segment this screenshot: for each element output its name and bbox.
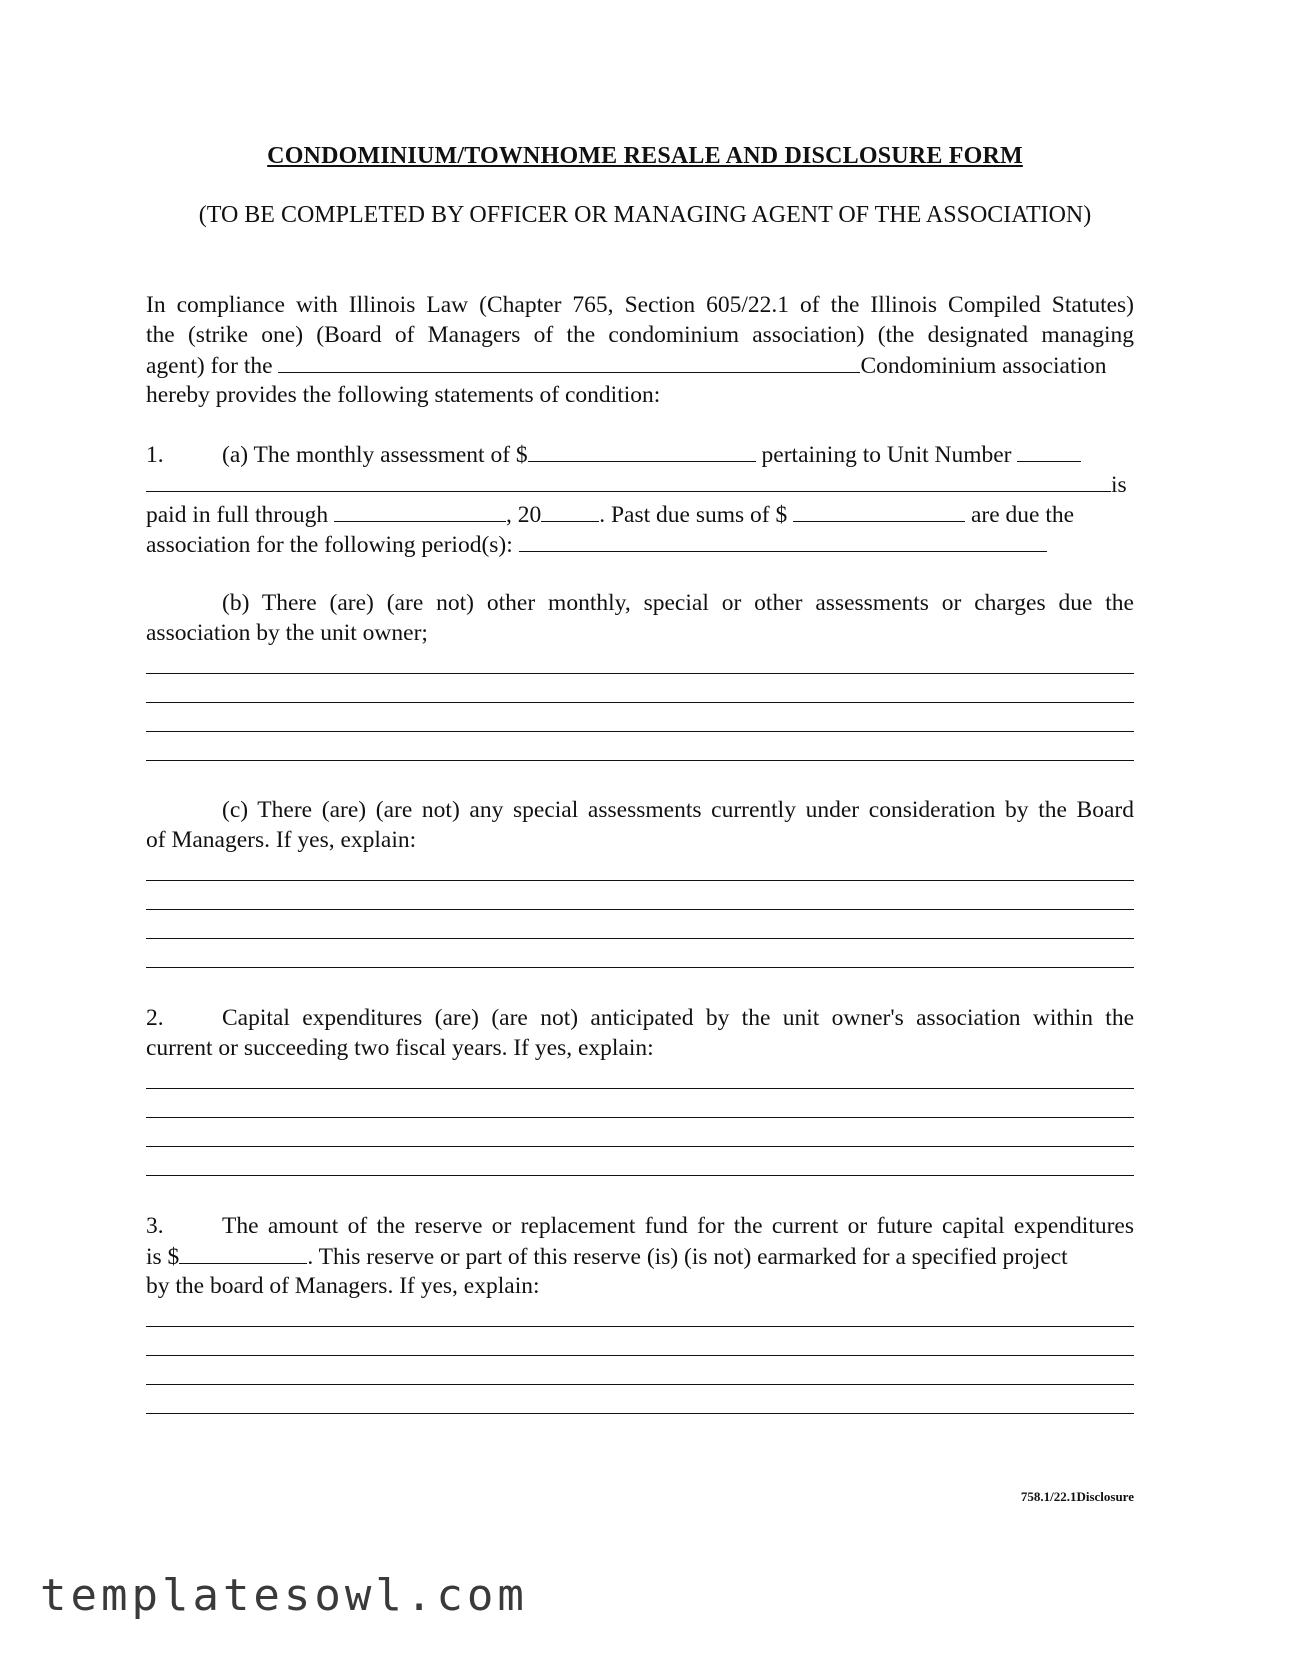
item2-answer-line[interactable] xyxy=(146,1117,1134,1118)
item1a-is: is xyxy=(1111,472,1127,498)
item1a-due-label: are due the xyxy=(970,502,1075,528)
item1a-text-2: pertaining to Unit Number xyxy=(761,442,1012,468)
item3-number: 3. xyxy=(146,1213,164,1239)
monthly-assessment-field[interactable] xyxy=(528,439,756,462)
item1b-answer-line[interactable] xyxy=(146,702,1134,703)
item1c-answer-line[interactable] xyxy=(146,880,1134,881)
item2-text: Capital expenditures (are) (are not) anticipated by the unit owner's association within the xyxy=(222,1005,1134,1031)
association-name-field[interactable] xyxy=(278,350,860,373)
item1b-text: (b) There (are) (are not) other monthly, special or other assessments or charges due the xyxy=(222,590,1134,616)
item3-line-1 xyxy=(146,1211,1134,1241)
intro-line-4: hereby provides the following statements of condition: xyxy=(146,382,661,408)
item1a-line-1 xyxy=(146,439,1134,470)
item1c-line-1 xyxy=(146,795,1134,825)
item1c-line-2: of Managers. If yes, explain: xyxy=(146,827,417,853)
item1c-answer-line[interactable] xyxy=(146,938,1134,939)
item1b-answer-line[interactable] xyxy=(146,673,1134,674)
item3-line-3: by the board of Managers. If yes, explain: xyxy=(146,1273,540,1299)
intro-condo-label: Condominium association xyxy=(860,353,1107,379)
item2-answer-line[interactable] xyxy=(146,1088,1134,1089)
item1a-periods-label: association for the following period(s): xyxy=(146,532,513,558)
past-due-periods-field[interactable] xyxy=(519,529,1047,552)
item2-number: 2. xyxy=(146,1005,164,1031)
item2-line-2: current or succeeding two fiscal years. If yes, explain: xyxy=(146,1035,654,1061)
item3-answer-line[interactable] xyxy=(146,1413,1134,1414)
item1-number: 1. xyxy=(146,442,164,468)
reserve-amount-field[interactable] xyxy=(179,1241,307,1264)
item1a-line-4 xyxy=(146,529,1134,560)
item1b-answer-line[interactable] xyxy=(146,760,1134,761)
paid-through-field[interactable] xyxy=(334,499,506,522)
item3-answer-line[interactable] xyxy=(146,1384,1134,1385)
intro-line-2: the (strike one) (Board of Managers of the condominium association) (the designated managing xyxy=(146,322,1134,348)
item3-answer-line[interactable] xyxy=(146,1326,1134,1327)
unit-address-field[interactable] xyxy=(146,469,1111,492)
item2-line-1 xyxy=(146,1003,1134,1033)
item2-answer-line[interactable] xyxy=(146,1175,1134,1176)
intro-agent-label: agent) for the xyxy=(146,353,273,379)
item1a-past-label: . Past due sums of $ xyxy=(599,502,788,528)
item3-line-2 xyxy=(146,1241,1134,1272)
form-title: CONDOMINIUM/TOWNHOME RESALE AND DISCLOSURE FORM xyxy=(267,143,1023,169)
paid-year-field[interactable] xyxy=(541,499,599,522)
item3-reserve-text: . This reserve or part of this reserve (is) (is not) earmarked for a specified project xyxy=(307,1244,1068,1270)
item1a-paid-label: paid in full through xyxy=(146,502,329,528)
item1b-line-1 xyxy=(146,588,1134,618)
item3-text: The amount of the reserve or replacement fund for the current or future capital expenditures xyxy=(222,1213,1134,1239)
item1a-year-label: , 20 xyxy=(505,502,542,528)
item1b-line-2: association by the unit owner; xyxy=(146,620,428,646)
item1a-line-2 xyxy=(146,469,1134,500)
unit-number-field[interactable] xyxy=(1017,439,1081,462)
form-code: 758.1/22.1Disclosure xyxy=(1020,1489,1134,1504)
item1c-text: (c) There (are) (are not) any special assessments currently under consideration by the Board xyxy=(222,797,1134,823)
item1b-answer-line[interactable] xyxy=(146,731,1134,732)
item1c-answer-line[interactable] xyxy=(146,967,1134,968)
watermark: templatesowl.com xyxy=(40,1570,528,1621)
intro-line-1: In compliance with Illinois Law (Chapter 765, Section 605/22.1 of the Illinois Compiled Statutes) xyxy=(146,292,1134,318)
past-due-field[interactable] xyxy=(793,499,965,522)
form-subtitle: (TO BE COMPLETED BY OFFICER OR MANAGING AGENT OF THE ASSOCIATION) xyxy=(198,202,1092,228)
item3-answer-line[interactable] xyxy=(146,1355,1134,1356)
intro-line-3 xyxy=(146,350,1134,381)
item3-is-label: is $ xyxy=(146,1244,180,1270)
item2-answer-line[interactable] xyxy=(146,1146,1134,1147)
item1a-line-3 xyxy=(146,499,1134,530)
item1c-answer-line[interactable] xyxy=(146,909,1134,910)
item1a-text-1: (a) The monthly assessment of $ xyxy=(222,442,528,468)
